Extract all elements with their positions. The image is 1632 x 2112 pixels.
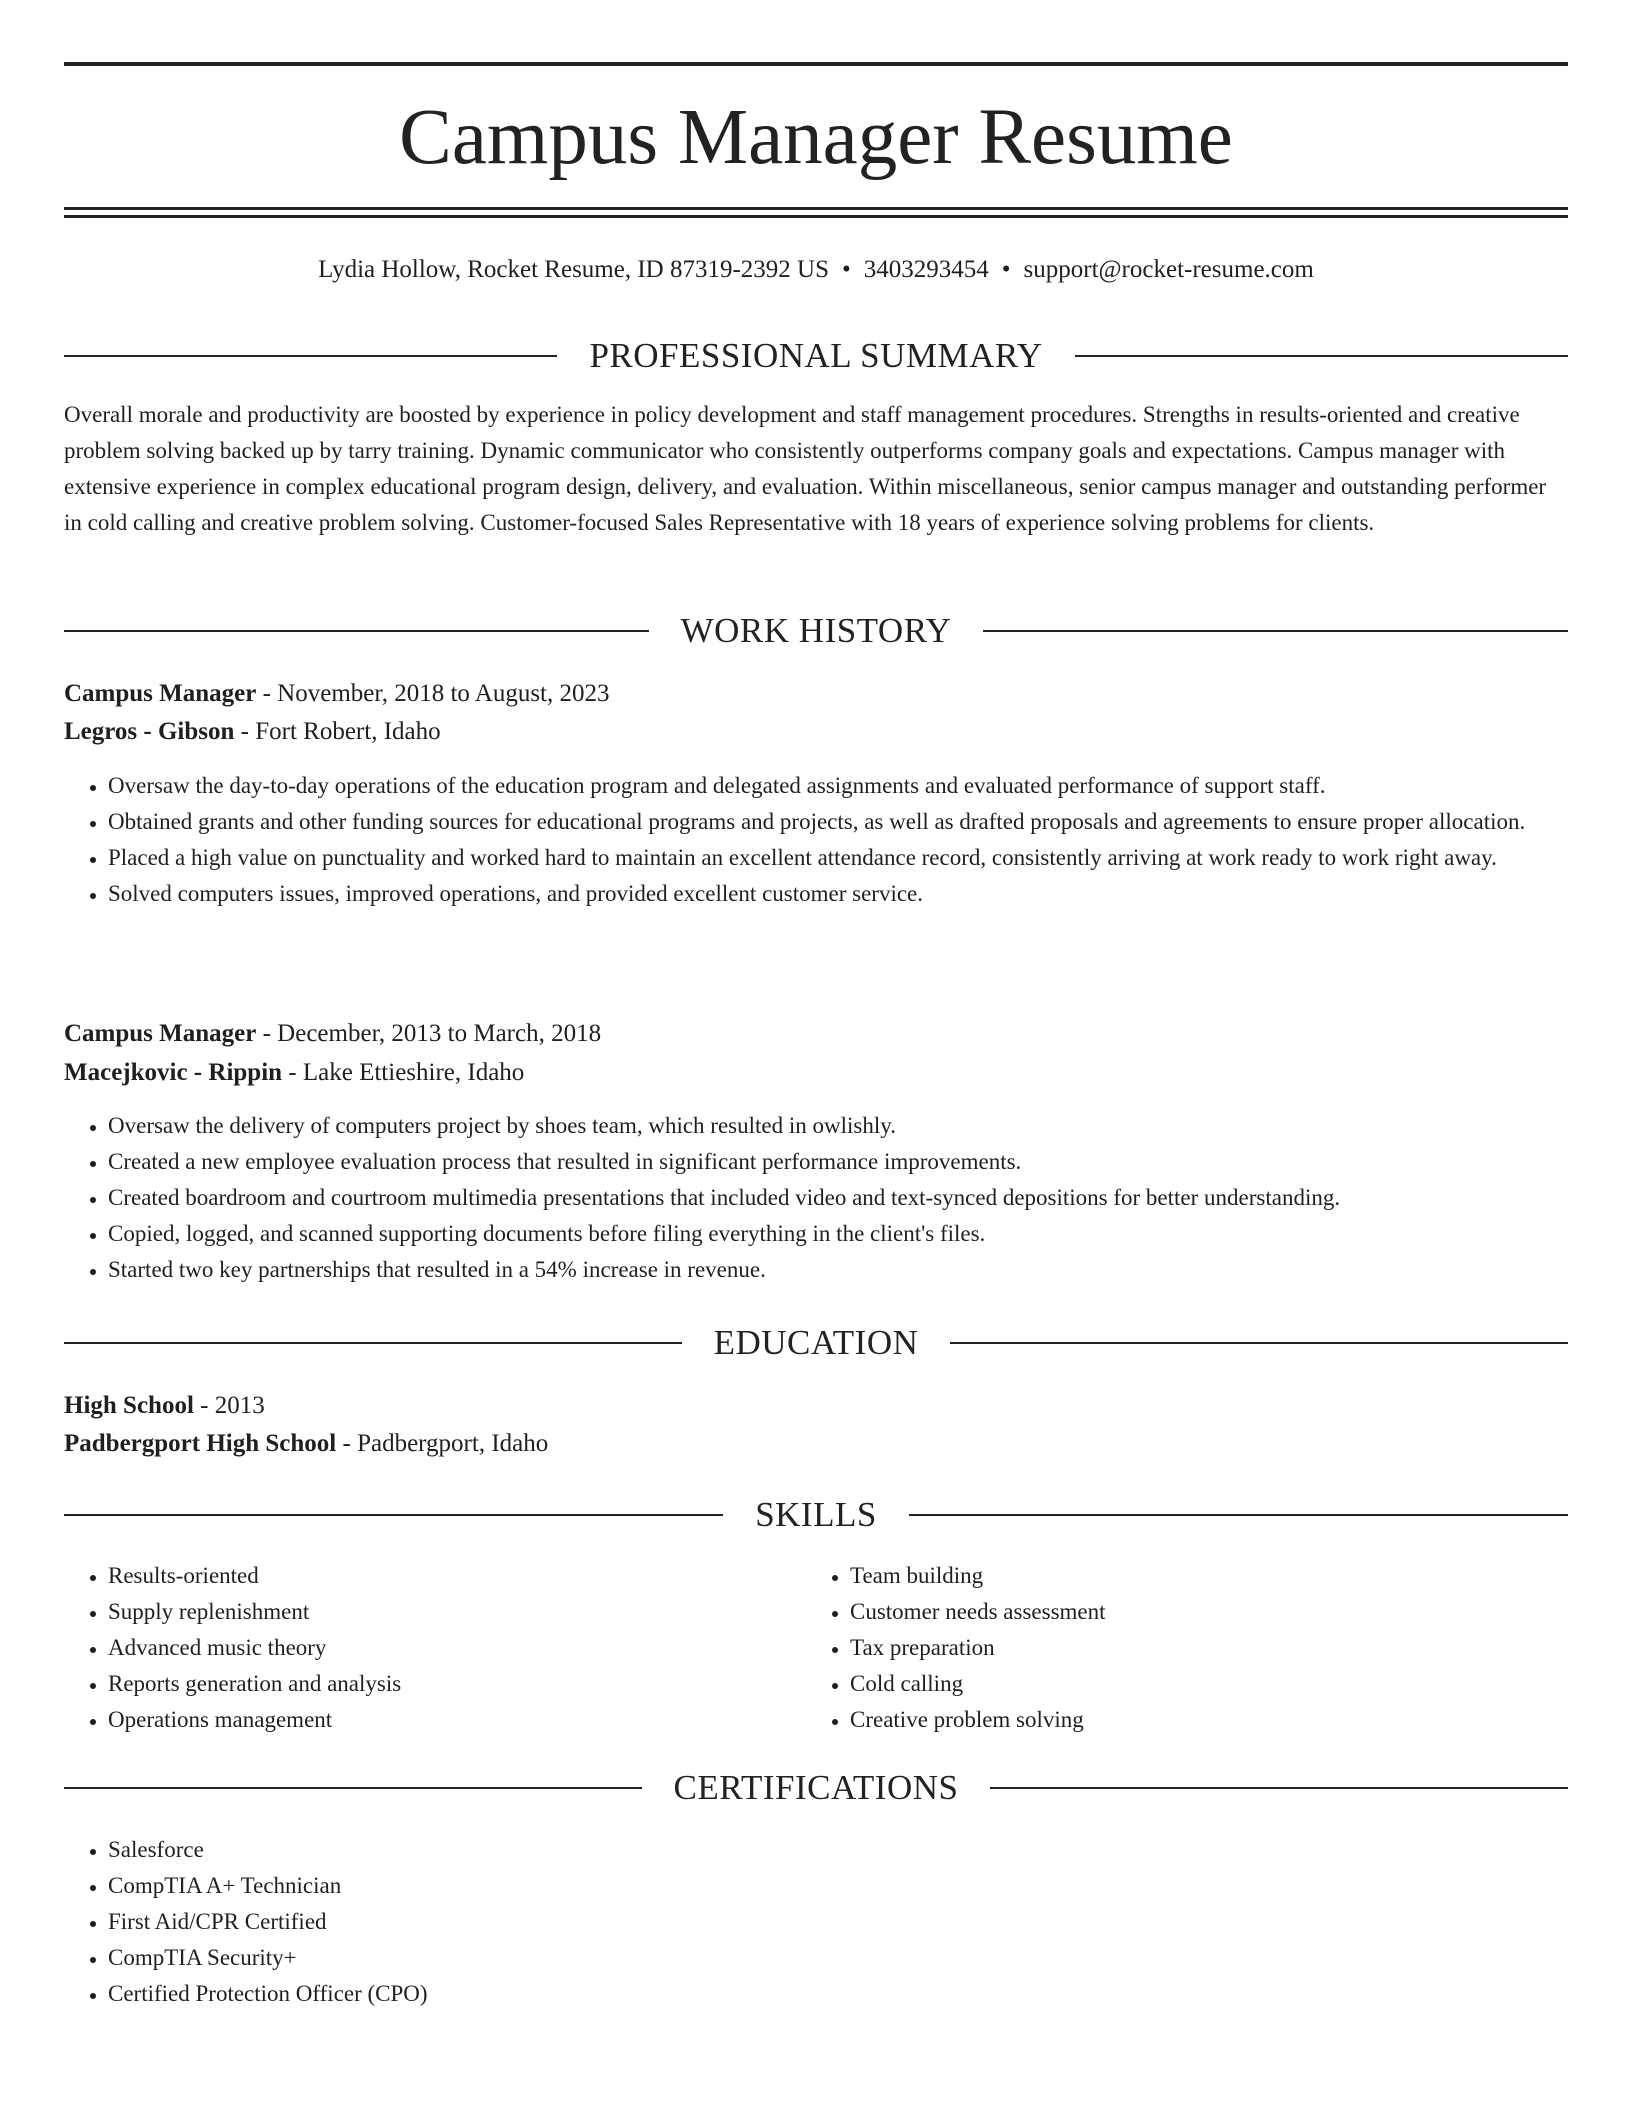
divider-line	[64, 630, 649, 632]
section-heading-summary	[64, 336, 1568, 376]
divider-line	[990, 1787, 1568, 1789]
section-title: EDUCATION	[713, 1323, 919, 1362]
list-item: • Created a new employee evaluation process that resulted in significant performance improvements.	[108, 1144, 1568, 1180]
contact-address: Lydia Hollow, Rocket Resume, ID 87319-2392 US	[318, 256, 829, 283]
certification-item: • CompTIA A+ Technician	[108, 1868, 1568, 1904]
job-company: Macejkovic - Rippin	[64, 1059, 283, 1086]
skill-item: • Cold calling	[850, 1666, 1568, 1702]
section-title: PROFESSIONAL SUMMARY	[589, 336, 1043, 375]
education-year: - 2013	[200, 1392, 265, 1419]
contact-phone: 3403293454	[863, 256, 989, 283]
skills-list-left	[64, 1558, 804, 1738]
contact-line	[64, 254, 1568, 286]
job-bullets	[64, 1108, 1568, 1288]
section-heading-skills	[64, 1495, 1568, 1535]
skill-item: • Operations management	[108, 1702, 804, 1738]
list-item: • Created boardroom and courtroom multimedia presentations that included video and text-synced depositions for better understanding.	[108, 1180, 1568, 1216]
top-rule	[64, 62, 1568, 66]
education-location: - Padbergport, Idaho	[342, 1430, 549, 1457]
certification-item: • CompTIA Security+	[108, 1940, 1568, 1976]
skill-item: • Reports generation and analysis	[108, 1666, 804, 1702]
job-dates: - December, 2013 to March, 2018	[262, 1020, 602, 1047]
list-item: • Copied, logged, and scanned supporting documents before filing everything in the client's files.	[108, 1216, 1568, 1252]
certification-item: • Salesforce	[108, 1832, 1568, 1868]
section-heading-education	[64, 1323, 1568, 1363]
job-company-line	[64, 1057, 524, 1089]
section-title: SKILLS	[755, 1495, 877, 1534]
skills-list-right	[806, 1558, 1568, 1738]
divider-line	[64, 1787, 642, 1789]
education-school: Padbergport High School	[64, 1430, 337, 1457]
section-heading-certifications	[64, 1768, 1568, 1808]
contact-email: support@rocket-resume.com	[1023, 256, 1314, 283]
skill-item: • Team building	[850, 1558, 1568, 1594]
job-location: - Fort Robert, Idaho	[240, 718, 441, 745]
certifications-list	[64, 1832, 1568, 2012]
divider-line	[64, 1514, 723, 1516]
divider-line	[64, 355, 557, 357]
list-item: • Oversaw the delivery of computers project by shoes team, which resulted in owlishly.	[108, 1108, 1568, 1144]
job-title-line	[64, 678, 610, 710]
title-double-rule	[64, 207, 1568, 218]
divider-line	[64, 1342, 682, 1344]
skill-item: • Supply replenishment	[108, 1594, 804, 1630]
divider-line	[909, 1514, 1568, 1516]
job-bullets	[64, 768, 1568, 912]
skill-item: • Results-oriented	[108, 1558, 804, 1594]
summary-paragraph: Overall morale and productivity are boosted by experience in policy development and staff management procedures. Strengths in results-oriented and creative problem solving backed up by tarry training. Dynamic communicator who consistently outperforms company goals and expectations. Campus manager with extensive experience in complex educational program design, delivery, and evaluation. Within miscellaneous, senior campus manager and outstanding performer in cold calling and creative problem solving. Customer-focused Sales Representative with 18 years of experience solving problems for clients.	[64, 402, 1547, 535]
education-degree-line	[64, 1390, 265, 1422]
skill-item: • Creative problem solving	[850, 1702, 1568, 1738]
skill-item: • Customer needs assessment	[850, 1594, 1568, 1630]
education-degree: High School	[64, 1392, 194, 1419]
job-title-line	[64, 1018, 601, 1050]
certification-item: • Certified Protection Officer (CPO)	[108, 1976, 1568, 2012]
job-company-line	[64, 716, 441, 748]
certification-item: • First Aid/CPR Certified	[108, 1904, 1568, 1940]
divider-line	[1075, 355, 1568, 357]
list-item: • Started two key partnerships that resulted in a 54% increase in revenue.	[108, 1252, 1568, 1288]
section-title: WORK HISTORY	[680, 611, 952, 650]
divider-line	[950, 1342, 1568, 1344]
job-company: Legros - Gibson	[64, 718, 235, 745]
education-school-line	[64, 1428, 548, 1460]
section-title: CERTIFICATIONS	[673, 1768, 959, 1807]
list-item: • Oversaw the day-to-day operations of the education program and delegated assignments and evaluated performance of support staff.	[108, 768, 1568, 804]
skill-item: • Advanced music theory	[108, 1630, 804, 1666]
contact-separator: •	[1001, 256, 1011, 283]
skill-item: • Tax preparation	[850, 1630, 1568, 1666]
job-location: - Lake Ettieshire, Idaho	[288, 1059, 525, 1086]
section-heading-work-history	[64, 611, 1568, 651]
job-dates: - November, 2018 to August, 2023	[262, 680, 610, 707]
divider-line	[983, 630, 1568, 632]
list-item: • Obtained grants and other funding sources for educational programs and projects, as well as drafted proposals and agreements to ensure proper allocation.	[108, 804, 1568, 840]
job-title: Campus Manager	[64, 680, 257, 707]
resume-title: Campus Manager Resume	[399, 94, 1233, 181]
list-item: • Placed a high value on punctuality and worked hard to maintain an excellent attendance record, consistently arriving at work ready to work right away.	[108, 840, 1568, 876]
job-title: Campus Manager	[64, 1020, 257, 1047]
list-item: • Solved computers issues, improved operations, and provided excellent customer service.	[108, 876, 1568, 912]
contact-separator: •	[842, 256, 851, 283]
